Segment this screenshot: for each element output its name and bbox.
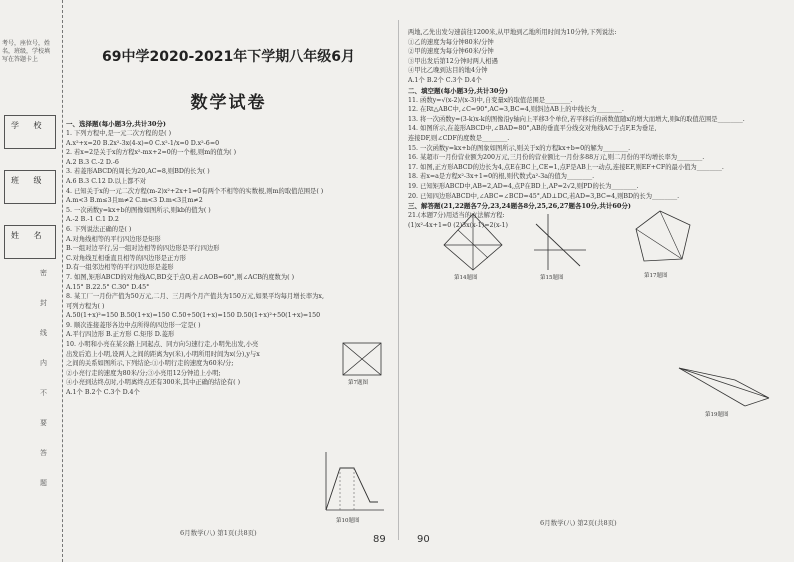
question-line: 连接DF,则∠CDF的度数是________. <box>408 134 510 142</box>
exam-title: 69中学2020-2021年下学期八年级6月 <box>102 49 355 65</box>
question-line: 10. 小明和小亮在某公路上同起点、同方向匀速行走,小明先出发,小亮 <box>66 341 259 349</box>
question-line: ③甲出发后第12分钟时两人相遇 <box>408 57 498 65</box>
section-heading: 一、选择题(每小题3分,共计30分) <box>66 120 166 128</box>
question-line: ②小亮行走的速度为80米/分;③小亮用12分钟追上小明; <box>66 369 221 377</box>
figure-q19 <box>675 358 775 418</box>
question-line: 20. 已知四边形ABCD中,∠ABC=∠BCD=45°,AD⊥DC,若AD=3,BC=4,则BD的长为________. <box>408 192 680 200</box>
question-line: 7. 如图,矩形ABCD的对角线AC,BD交于点O,若∠AOB=60°,则∠ACB的度数为( ) <box>66 273 295 281</box>
name-field-label: 姓 名 <box>11 231 48 240</box>
figure-q17 <box>630 205 700 280</box>
question-line: 可列方程为( ) <box>66 302 105 310</box>
footer-left: 6月数学(八) 第1页(共8页) <box>180 529 257 537</box>
section-heading: 三、解答题(21,22题各7分,23,24题各8分,25,26,27题各10分,共计60分) <box>408 202 631 211</box>
question-line: 2. 若x=2是关于x的方程x²-mx+2=0的一个根,则m的值为( ) <box>66 149 237 157</box>
name-field <box>4 225 56 259</box>
question-line: ②甲的速度为每分钟60米/分钟 <box>408 48 494 56</box>
question-line: 5. 一次函数y=kx+b的图像如图所示,则kb的值为( ) <box>66 206 211 214</box>
seal-char: 不 <box>40 389 47 397</box>
question-line: A.1个 B.2个 C.3个 D.4个 <box>66 389 140 397</box>
question-line: A.50(1+x)²=150 B.50(1+x)=150 C.50+50(1+x)=150 D.50(1+x)²+50(1+x)=150 <box>66 312 321 320</box>
question-line: 1. 下列方程中,是一元二次方程的是( ) <box>66 130 172 137</box>
question-line: A.6 B.3 C.12 D.以上都不对 <box>66 177 147 185</box>
seal-char: 封 <box>40 299 47 307</box>
binding-margin <box>0 0 63 562</box>
question-line: A.1个 B.2个 C.3个 D.4个 <box>408 76 482 84</box>
question-line: A.-2 B.-1 C.1 D.2 <box>66 216 119 224</box>
question-line: 17. 如图,正方形ABCD的边长为4,点E在BC上,CE=1,点F是AB上一动点,连接EF,则EF+CF的最小值为________. <box>408 163 724 171</box>
question-line: 出发后追上小明,设两人之间的距离为y(米),小明所用时间为x(分),y与x <box>66 350 260 358</box>
question-line: A.2 B.3 C.-2 D.-6 <box>66 158 119 166</box>
figure-q7 <box>338 338 388 386</box>
question-line: ①乙的速度为每分钟80米/分钟 <box>408 38 494 46</box>
seal-char: 要 <box>40 419 47 427</box>
binding-note: 考号，座位号，姓名，班级，学校填写在答题卡上 <box>2 40 51 63</box>
figure-q7-caption: 第7题图 <box>348 380 368 386</box>
question-line: A.对角线相等的平行四边形是矩形 <box>66 235 161 243</box>
figure-q19-caption: 第19题图 <box>705 412 729 418</box>
question-line: C.对角线互相垂直且相等的四边形是正方形 <box>66 254 186 262</box>
question-line: 11. 函数y=√(x-2)/(x-3)中,自变量x的取值范围是________. <box>408 96 573 104</box>
figure-q15 <box>530 210 590 280</box>
question-line: 16. 某超市一月份营业额为200万元,三月份的营业额比一月份多88万元,则二月份的平均增长率为________. <box>408 154 705 162</box>
question-line: 19. 已知矩形ABCD中,AB=2,AD=4,点P在BD上,AP=2√2,则PD的长为________. <box>408 182 639 190</box>
question-line: 9. 顺次连接菱形各边中点所得的四边形一定是( ) <box>66 321 201 329</box>
seal-char: 线 <box>40 329 47 337</box>
page-number-right: 90 <box>417 534 430 545</box>
figure-q14-caption: 第14题图 <box>454 275 478 280</box>
question-line: 两地,乙先出发匀速前往1200米,从甲地到乙地所用时间为10分钟,下列说法: <box>408 29 617 36</box>
question-line: D.有一组邻边相等的平行四边形是菱形 <box>66 264 174 272</box>
figure-q10 <box>318 448 390 526</box>
page-number-left: 89 <box>373 534 386 545</box>
school-field <box>4 115 56 149</box>
class-field <box>4 170 56 204</box>
footer-right: 6月数学(八) 第2页(共8页) <box>540 519 617 527</box>
right-questions <box>408 28 788 230</box>
question-line: A.x²+x=20 B.2x²-3x(4-x)=0 C.x²-1/x=0 D.x²-6=0 <box>66 139 220 147</box>
seal-char: 内 <box>40 359 47 367</box>
class-field-label: 班 级 <box>11 176 48 185</box>
figure-q10-caption: 第10题图 <box>336 518 360 524</box>
section-heading: 二、填空题(每小题3分,共计30分) <box>408 86 508 95</box>
question-line: 12. 在Rt△ABC中,∠C=90°,AC=3,BC=4,则斜边AB上的中线长为________. <box>408 106 624 114</box>
question-line: 8. 某工厂一月份产值为50万元,二月、三月两个月产值共为150万元,如果平均每月增长率为x, <box>66 293 324 301</box>
question-line: 15. 一次函数y=kx+b的图象如图所示,则关于x的方程kx+b=0的解为________. <box>408 144 631 152</box>
page-divider <box>398 20 399 540</box>
question-line: ④甲比乙晚到达目的地4分钟 <box>408 67 488 75</box>
question-line: 13. 将一次函数y=(3-k)x-k的图像沿y轴向上平移3个单位,若平移后的函数值随x的增大而增大,则k的取值范围是________. <box>408 115 745 123</box>
question-line: B.一组对边平行,另一组对边相等的四边形是平行四边形 <box>66 245 220 253</box>
question-line: A.平行四边形 B.正方形 C.矩形 D.菱形 <box>66 331 175 339</box>
seal-char: 答 <box>40 449 47 457</box>
question-line: 18. 若x=a是方程x²-3x+1=0的根,则代数式a²-3a的值为________. <box>408 173 595 181</box>
question-line: 3. 若菱形ABCD的周长为20,AC=8,则BD的长为( ) <box>66 168 210 176</box>
figure-q15-caption: 第15题图 <box>540 275 564 280</box>
question-line: 4. 已知关于x的一元二次方程(m-2)x²+2x+1=0有两个不相等的实数根,则m的取值范围是( ) <box>66 187 324 195</box>
question-line: ④小亮到达终点时,小明离终点还有300米,其中正确的结论有( ) <box>66 379 241 387</box>
exam-subtitle: 数学试卷 <box>190 93 267 113</box>
seal-char: 密 <box>40 269 47 277</box>
question-line: (1)x²-4x+1=0 (2)3x(x-1)=2(x-1) <box>408 221 508 229</box>
right-page <box>408 28 788 548</box>
question-line: 21.(本题7分)用适当的方法解方程: <box>408 212 505 220</box>
seal-char: 题 <box>40 479 47 487</box>
question-line: 6. 下列说法正确的是( ) <box>66 225 132 233</box>
figure-q14 <box>438 210 508 280</box>
question-line: 之间的关系如图所示,下列结论:①小明行走的速度为60米/分; <box>66 360 234 368</box>
question-line: A.15° B.22.5° C.30° D.45° <box>66 283 150 291</box>
school-field-label: 学 校 <box>11 121 48 130</box>
question-line: A.m<3 B.m≤3且m≠2 C.m<3 D.m<3且m≠2 <box>66 197 203 205</box>
figure-q17-caption: 第17题图 <box>644 273 668 279</box>
question-line: 14. 如图所示,在菱形ABCD中,∠BAD=80°,AB的垂直平分线交对角线AC于点F,E为垂足, <box>408 125 657 133</box>
